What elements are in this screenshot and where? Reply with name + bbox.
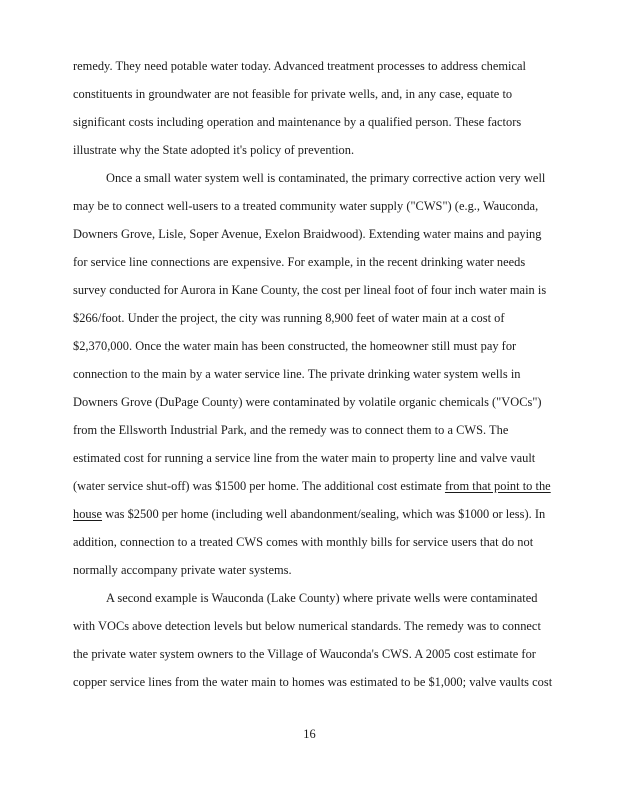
text-line: estimated cost for running a service line from the water main to property line and valve vault bbox=[73, 451, 536, 465]
text-line: the private water system owners to the Village of Wauconda's CWS. A 2005 cost estimate for bbox=[73, 647, 536, 661]
underlined-phrase: house bbox=[73, 507, 103, 521]
text-line: constituents in groundwater are not feasible for private wells, and, in any case, equate to bbox=[73, 87, 513, 101]
text-line: with VOCs above detection levels but below numerical standards. The remedy was to connect bbox=[73, 619, 541, 633]
text-line: remedy. They need potable water today. Advanced treatment processes to address chemical bbox=[73, 59, 527, 73]
text-line: significant costs including operation and maintenance by a qualified person. These factors bbox=[73, 115, 522, 129]
text-line bbox=[73, 507, 545, 522]
text-line: may be to connect well-users to a treated community water supply ("CWS") (e.g., Wauconda, bbox=[73, 199, 539, 213]
text-line: normally accompany private water systems. bbox=[73, 563, 292, 577]
text-line: survey conducted for Aurora in Kane County, the cost per lineal foot of four inch water main is bbox=[73, 283, 547, 297]
paragraph-first-line: A second example is Wauconda (Lake County) where private wells were contaminated bbox=[106, 591, 538, 605]
text-line bbox=[73, 479, 551, 494]
text-segment: was $2500 per home (including well abandonment/sealing, which was $1000 or less). In bbox=[105, 507, 546, 521]
text-line: $266/foot. Under the project, the city was running 8,900 feet of water main at a cost of bbox=[73, 311, 505, 325]
text-line: connection to the main by a water service line. The private drinking water system wells in bbox=[73, 367, 521, 381]
text-segment: (water service shut-off) was $1500 per home. The additional cost estimate bbox=[73, 479, 445, 493]
text-line: Downers Grove, Lisle, Soper Avenue, Exelon Braidwood). Extending water mains and paying bbox=[73, 227, 542, 241]
text-line: $2,370,000. Once the water main has been constructed, the homeowner still must pay for bbox=[73, 339, 517, 353]
text-line: Downers Grove (DuPage County) were contaminated by volatile organic chemicals ("VOCs") bbox=[73, 395, 542, 409]
paragraph-first-line: Once a small water system well is contaminated, the primary corrective action very well bbox=[106, 171, 546, 185]
underlined-phrase: from that point to the bbox=[444, 479, 551, 493]
text-line: addition, connection to a treated CWS comes with monthly bills for service users that do not bbox=[73, 535, 534, 549]
text-line: illustrate why the State adopted it's policy of prevention. bbox=[73, 143, 355, 157]
text-line: for service line connections are expensive. For example, in the recent drinking water needs bbox=[73, 255, 526, 269]
text-line: from the Ellsworth Industrial Park, and the remedy was to connect them to a CWS. The bbox=[73, 423, 509, 437]
text-line: copper service lines from the water main to homes was estimated to be $1,000; valve vaults cost bbox=[73, 675, 553, 689]
page-number: 16 bbox=[303, 727, 316, 741]
